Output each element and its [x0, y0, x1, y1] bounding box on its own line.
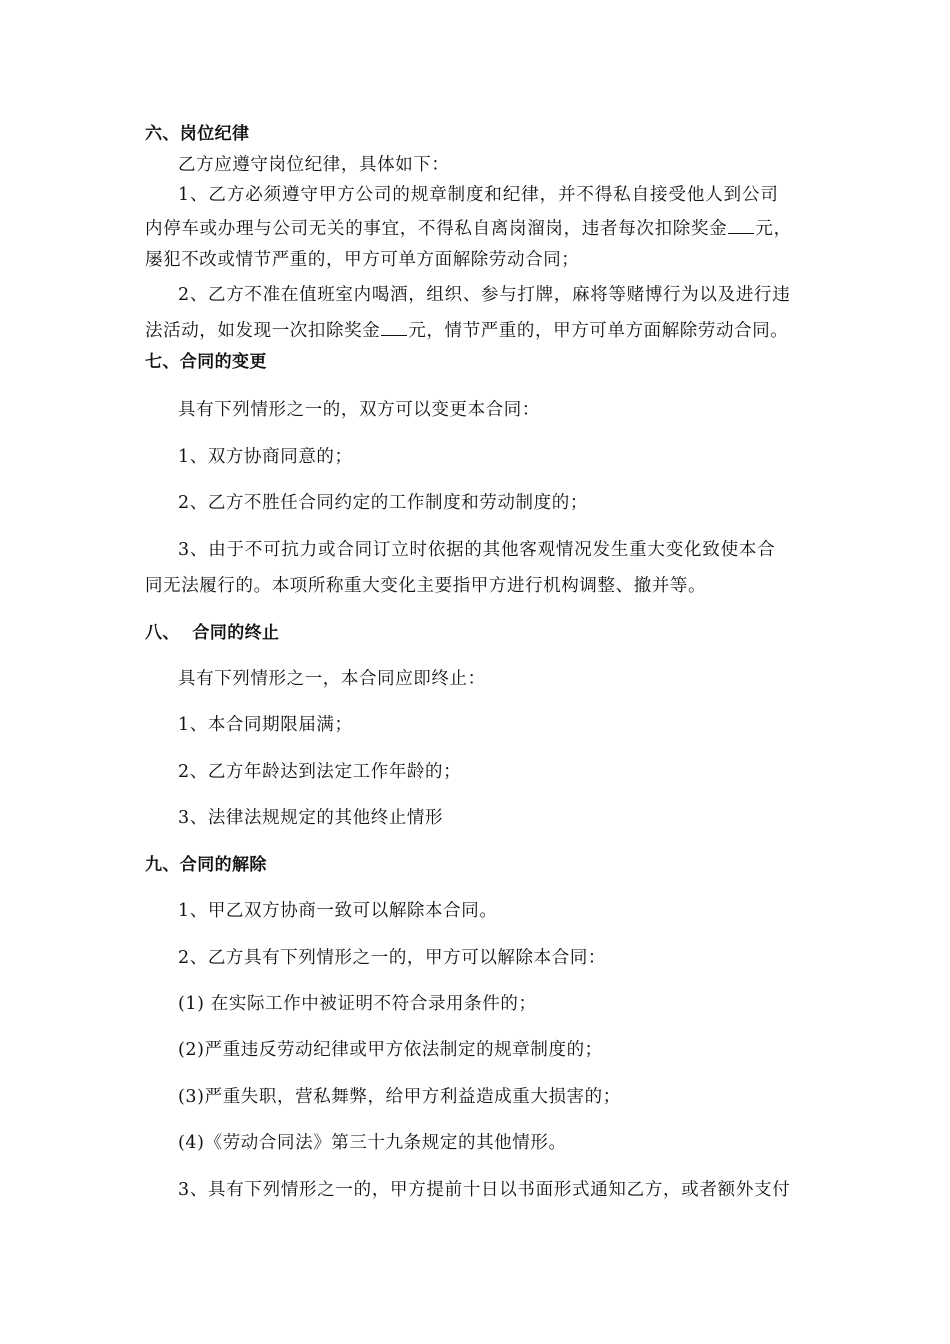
- section-6-item-2-line-2: [145, 317, 788, 343]
- amount-blank: [381, 317, 407, 336]
- section-6-item-2-line-2-text: 法活动，如发现一次扣除奖金: [145, 321, 381, 341]
- section-7-intro: 具有下列情形之一的，双方可以变更本合同：: [178, 400, 540, 420]
- section-7-item-2: 2、乙方不胜任合同约定的工作制度和劳动制度的；: [178, 493, 588, 513]
- section-6-item-2-line-1: 2、乙方不准在值班室内喝酒，组织、参与打牌，麻将等赌博行为以及进行违: [178, 285, 791, 305]
- section-8-item-2: 2、乙方年龄达到法定工作年龄的；: [178, 762, 462, 782]
- section-6-item-1-line-2-tail: 元，: [755, 219, 792, 239]
- section-8-heading: 八、 合同的终止: [145, 623, 280, 643]
- section-9-sub-3: (3)严重失职，营私舞弊，给甲方利益造成重大损害的；: [178, 1087, 621, 1107]
- section-9-sub-1: (1) 在实际工作中被证明不符合录用条件的；: [178, 994, 537, 1014]
- section-9-sub-4: (4)《劳动合同法》第三十九条规定的其他情形。: [178, 1133, 567, 1153]
- section-7-item-1: 1、双方协商同意的；: [178, 447, 353, 467]
- section-6-item-1-line-3: 屡犯不改或情节严重的，甲方可单方面解除劳动合同；: [145, 250, 580, 270]
- section-8-item-1: 1、本合同期限届满；: [178, 715, 353, 735]
- amount-blank: [728, 215, 754, 234]
- section-7-item-3-line-1: 3、由于不可抗力或合同订立时依据的其他客观情况发生重大变化致使本合: [178, 540, 776, 560]
- section-9-item-2: 2、乙方具有下列情形之一的，甲方可以解除本合同：: [178, 948, 607, 968]
- section-8-intro: 具有下列情形之一，本合同应即终止：: [178, 669, 486, 689]
- section-6-intro: 乙方应遵守岗位纪律，具体如下：: [178, 155, 450, 175]
- section-6-item-1-line-2-text: 内停车或办理与公司无关的事宜，不得私自离岗溜岗，违者每次扣除奖金: [145, 219, 728, 239]
- section-9-sub-2: (2)严重违反劳动纪律或甲方依法制定的规章制度的；: [178, 1040, 603, 1060]
- section-9-item-3: 3、具有下列情形之一的，甲方提前十日以书面形式通知乙方，或者额外支付: [178, 1180, 791, 1200]
- section-9-item-1: 1、甲乙双方协商一致可以解除本合同。: [178, 901, 498, 921]
- section-6-item-1-line-1: 1、乙方必须遵守甲方公司的规章制度和纪律，并不得私自接受他人到公司: [178, 185, 779, 205]
- section-8-item-3: 3、法律法规规定的其他终止情形: [178, 808, 444, 828]
- section-7-heading: 七、合同的变更: [145, 352, 267, 372]
- section-7-item-3-line-2: 同无法履行的。本项所称重大变化主要指甲方进行机构调整、撤并等。: [145, 576, 707, 596]
- section-6-heading: 六、岗位纪律: [145, 124, 250, 144]
- section-6-item-2-line-2-tail: 元，情节严重的，甲方可单方面解除劳动合同。: [408, 321, 789, 341]
- section-6-item-1-line-2: [145, 215, 792, 241]
- section-9-heading: 九、合同的解除: [145, 855, 267, 875]
